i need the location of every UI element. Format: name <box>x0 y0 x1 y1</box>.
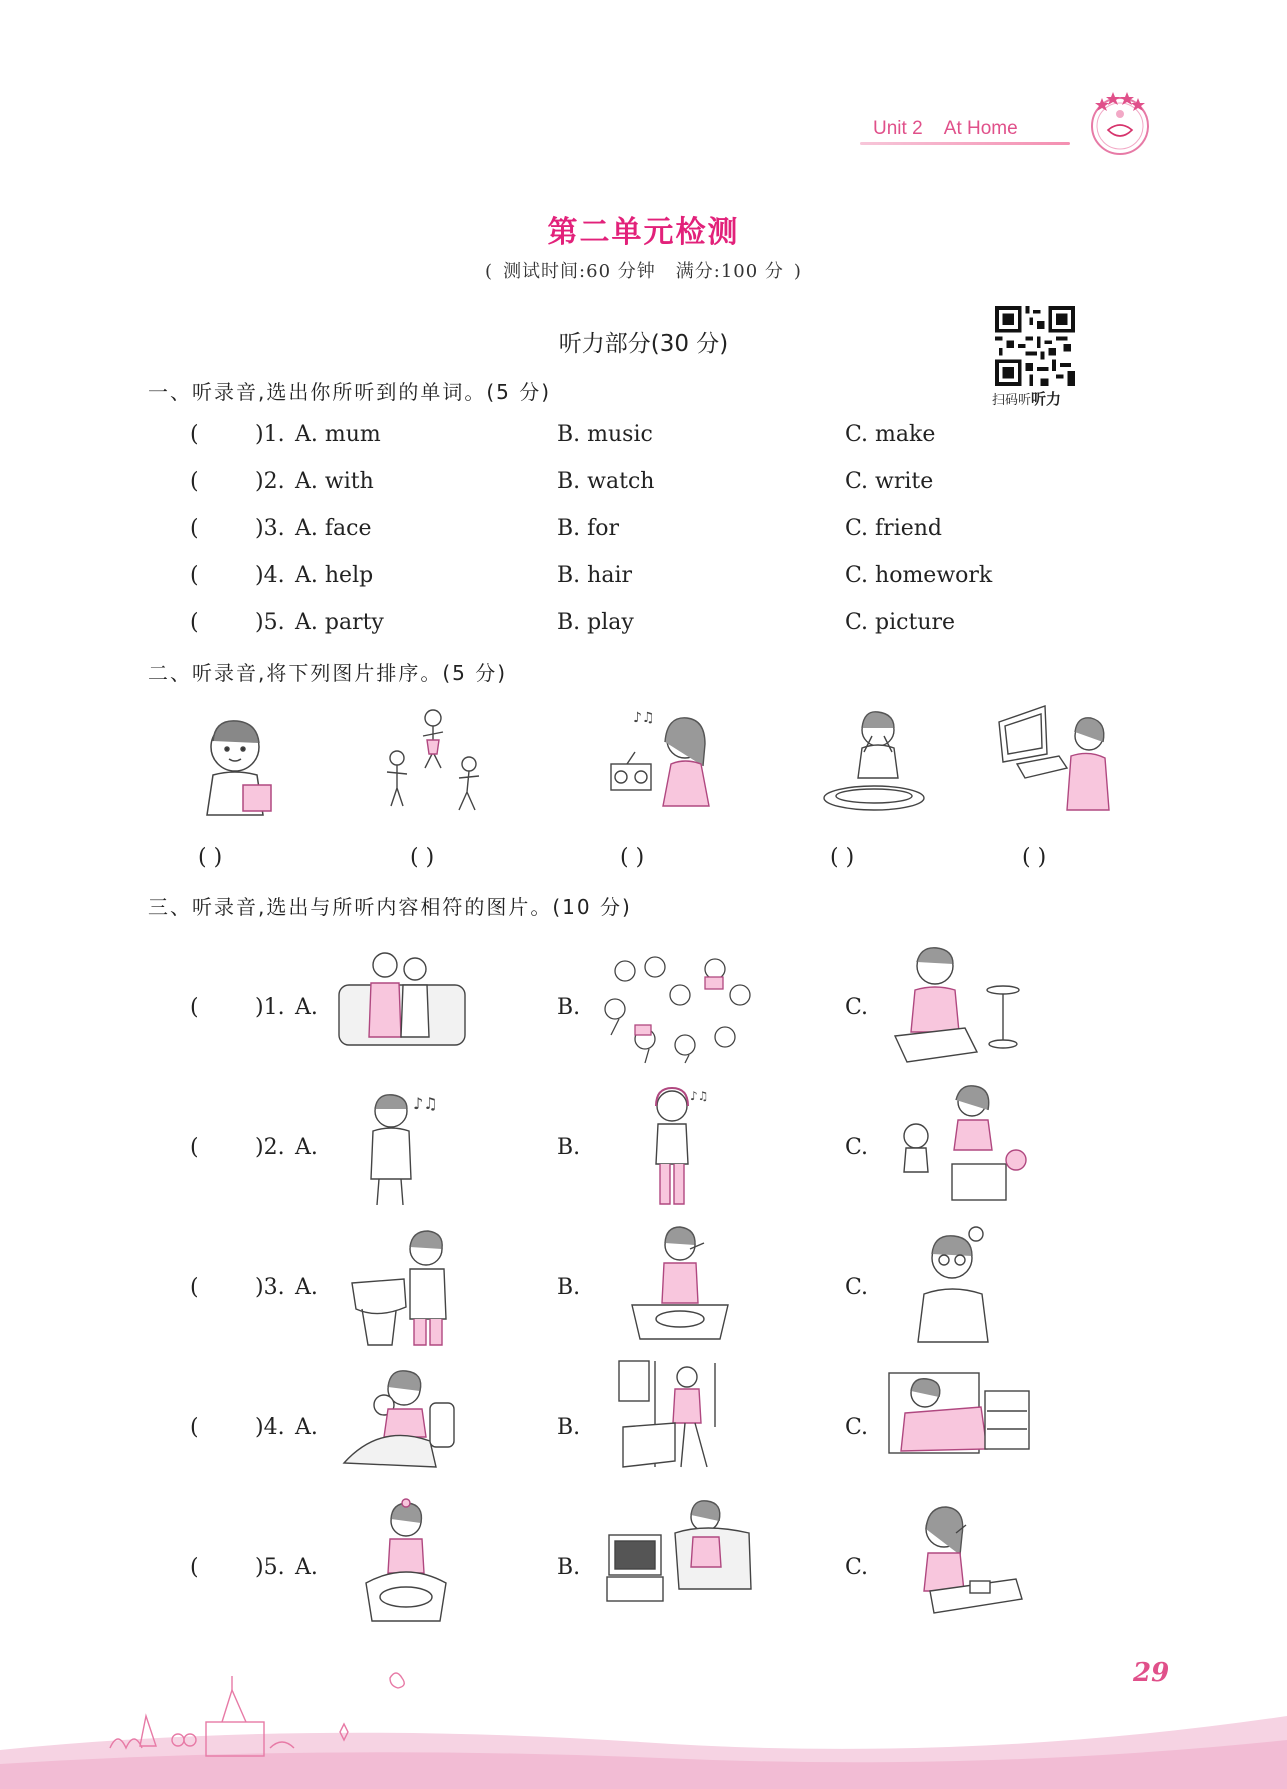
header-unit-label <box>873 118 1018 140</box>
question-number: )5. <box>255 1555 285 1580</box>
option-b: B. music <box>557 422 653 447</box>
question-number: )1. <box>255 422 285 447</box>
option-a: A. with <box>295 469 374 494</box>
option-c-label: C. <box>845 1135 869 1160</box>
part3-row-4 <box>0 1365 1287 1495</box>
part3-row-1 <box>0 945 1287 1075</box>
question-number: )4. <box>255 563 285 588</box>
part1-row-3 <box>0 516 1287 546</box>
order-blank-1[interactable]: ( ) <box>198 845 223 870</box>
header-divider <box>860 142 1070 145</box>
question-number: )5. <box>255 610 285 635</box>
exam-score: 满分:100 分 <box>675 261 784 282</box>
kids-dancing-illustration <box>375 702 495 817</box>
option-a: A. help <box>295 563 374 588</box>
qr-caption-bold: 听力 <box>1031 390 1062 408</box>
option-b-label: B. <box>557 1275 581 1300</box>
question-number: )3. <box>255 516 285 541</box>
option-b-label: B. <box>557 1135 581 1160</box>
option-a: A. mum <box>295 422 381 447</box>
listening-heading: 听力部分(30 分) <box>558 331 729 357</box>
answer-blank[interactable]: ( <box>190 1415 199 1440</box>
part1-row-2 <box>0 469 1287 499</box>
option-a: A. party <box>295 610 384 635</box>
part3-row-3 <box>0 1225 1287 1355</box>
answer-blank[interactable]: ( <box>190 1135 199 1160</box>
option-b: B. watch <box>557 469 655 494</box>
qr-caption-prefix: 扫码听 <box>992 393 1032 408</box>
part1-row-5 <box>0 610 1287 640</box>
girl-on-phone-illustration <box>900 1495 1025 1620</box>
svg-text:♪♫: ♪♫ <box>690 1089 709 1103</box>
option-b-label: B. <box>557 1555 581 1580</box>
family-sofa-illustration <box>335 945 470 1055</box>
answer-blank[interactable]: ( <box>190 1555 199 1580</box>
option-c-label: C. <box>845 1415 869 1440</box>
option-a-label: A. <box>295 1135 318 1160</box>
svg-text:♪♫: ♪♫ <box>633 710 655 726</box>
qr-caption <box>992 388 1061 409</box>
option-b: B. play <box>557 610 634 635</box>
exam-time: 测试时间:60 分钟 <box>503 261 656 282</box>
answer-blank[interactable]: ( <box>190 995 199 1020</box>
group-of-children-illustration <box>595 955 765 1065</box>
man-reading-illustration <box>885 940 1035 1065</box>
option-b-label: B. <box>557 1415 581 1440</box>
boy-reading-illustration <box>185 705 305 820</box>
answer-blank[interactable]: ( <box>190 563 199 588</box>
order-blank-3[interactable]: ( ) <box>620 845 645 870</box>
girl-teddy-bear-illustration <box>340 1363 465 1475</box>
part3-row-2 <box>0 1085 1287 1215</box>
part1-title: 一、听录音,选出你所听到的单词。(5 分) <box>148 380 552 404</box>
option-a: A. face <box>295 516 372 541</box>
girl-headphones-illustration <box>640 1080 720 1215</box>
option-c: C. friend <box>845 516 943 541</box>
question-number: )4. <box>255 1415 285 1440</box>
answer-blank[interactable]: ( <box>190 1275 199 1300</box>
option-a-label: A. <box>295 995 318 1020</box>
option-c: C. homework <box>845 563 993 588</box>
part3-title: 三、听录音,选出与所听内容相符的图片。(10 分) <box>148 895 632 919</box>
part1-row-4 <box>0 563 1287 593</box>
order-blank-5[interactable]: ( ) <box>1022 845 1047 870</box>
question-number: )2. <box>255 1135 285 1160</box>
option-c: C. make <box>845 422 936 447</box>
part3-row-5 <box>0 1505 1287 1635</box>
question-number: )3. <box>255 1275 285 1300</box>
option-c: C. picture <box>845 610 956 635</box>
girl-listening-music-illustration <box>605 702 725 817</box>
answer-blank[interactable]: ( <box>190 422 199 447</box>
option-c: C. write <box>845 469 934 494</box>
question-number: )2. <box>255 469 285 494</box>
exam-info: ( 测试时间:60 分钟 满分:100 分 ) <box>485 261 802 282</box>
part1-row-1 <box>0 422 1287 452</box>
answer-blank[interactable]: ( <box>190 516 199 541</box>
girl-sink-illustration <box>360 1497 450 1627</box>
question-number: )1. <box>255 995 285 1020</box>
option-c-label: C. <box>845 1275 869 1300</box>
page-number: 29 <box>1133 1658 1170 1688</box>
publisher-logo-icon <box>1080 84 1160 158</box>
option-c-label: C. <box>845 995 869 1020</box>
order-blank-4[interactable]: ( ) <box>830 845 855 870</box>
unit-number: Unit 2 <box>873 118 923 139</box>
girl-watching-tv-illustration <box>605 1493 755 1605</box>
answer-blank[interactable]: ( <box>190 610 199 635</box>
part2-title: 二、听录音,将下列图片排序。(5 分) <box>148 661 508 685</box>
option-b-label: B. <box>557 995 581 1020</box>
option-b: B. for <box>557 516 620 541</box>
answer-blank[interactable]: ( <box>190 469 199 494</box>
girl-toys-illustration <box>892 1080 1032 1210</box>
boy-washing-hands-illustration <box>348 1223 458 1348</box>
boy-singing-illustration <box>355 1085 445 1210</box>
man-phone-illustration <box>912 1222 1002 1347</box>
unit-topic: At Home <box>943 118 1018 139</box>
option-a-label: A. <box>295 1415 318 1440</box>
girl-computer-illustration <box>995 702 1115 817</box>
option-c-label: C. <box>845 1555 869 1580</box>
option-a-label: A. <box>295 1555 318 1580</box>
order-blank-2[interactable]: ( ) <box>410 845 435 870</box>
qr-code-icon[interactable] <box>995 306 1075 386</box>
page-title: 第二单元检测 <box>547 215 740 250</box>
svg-text:♪♫: ♪♫ <box>413 1094 438 1113</box>
girl-in-room-illustration <box>615 1357 745 1479</box>
option-b: B. hair <box>557 563 632 588</box>
boy-brushing-teeth-illustration <box>620 1219 740 1349</box>
girl-sleeping-illustration <box>885 1363 1035 1463</box>
footer-decoration <box>0 1660 1287 1789</box>
option-a-label: A. <box>295 1275 318 1300</box>
girl-washing-face-illustration <box>818 702 938 817</box>
